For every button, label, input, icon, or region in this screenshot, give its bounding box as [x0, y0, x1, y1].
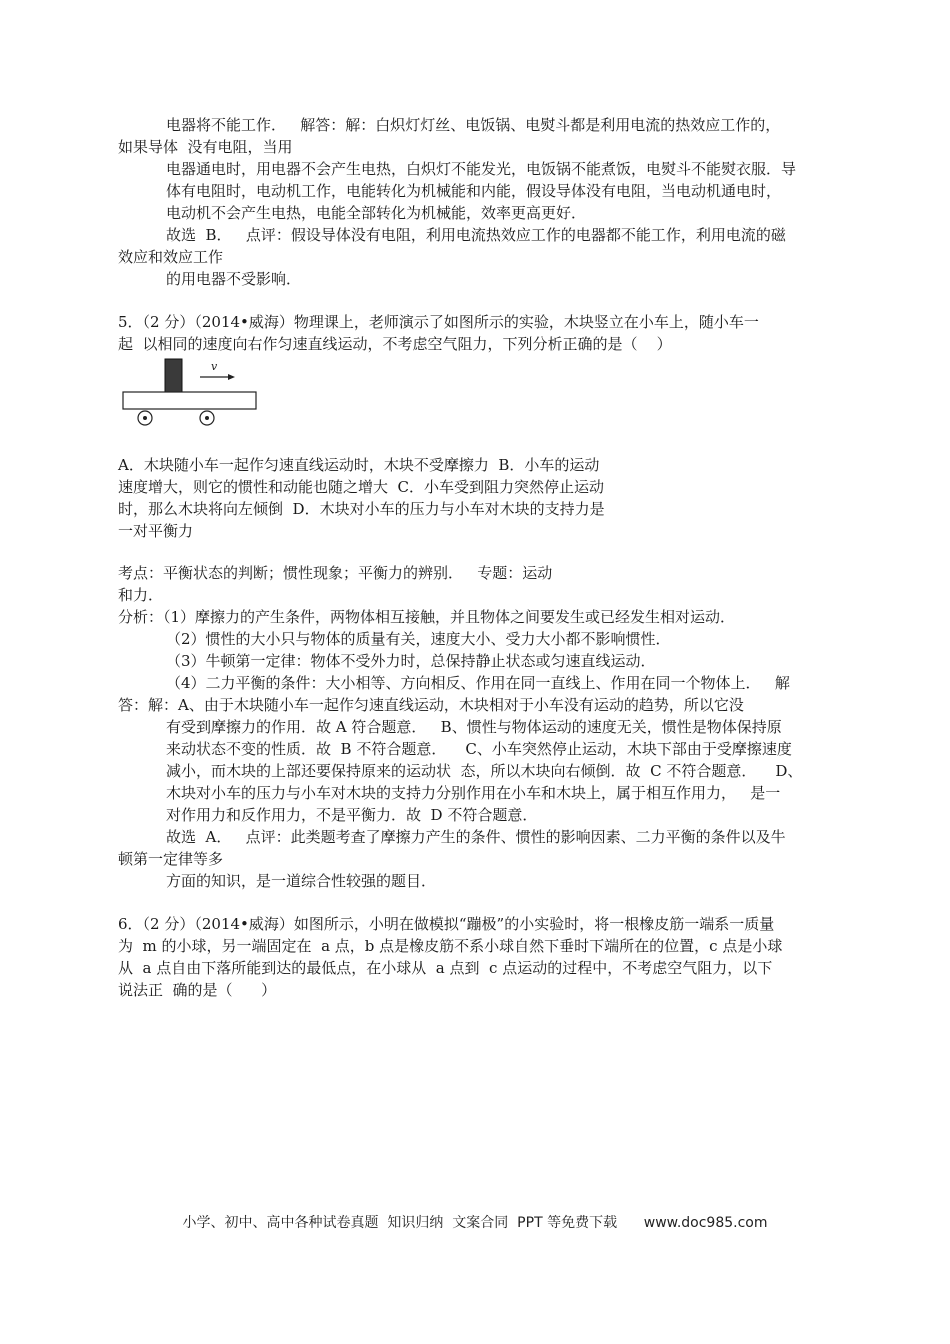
q5-analysis-line-2: （2）惯性的大小只与物体的质量有关，速度大小、受力大小都不影响惯性．	[166, 630, 671, 648]
q5-answer-line-6: 对作用力和反作用力，不是平衡力．故 D 不符合题意．	[166, 806, 538, 824]
q5-stem-line-1: 5．（2 分）（2014•威海）物理课上，老师演示了如图所示的实验，木块竖立在小车上，随小车一	[118, 313, 759, 331]
cart-block-diagram	[118, 355, 262, 433]
q5-answer-line-1: 答：解：A、由于木块随小车一起作匀速直线运动，木块相对于小车没有运动的趋势，所以它没	[118, 696, 744, 714]
prev-answer-line-4: 体有电阻时，电动机工作，电能转化为机械能和内能，假设导体没有电阻，当电动机通电时，	[166, 182, 782, 200]
q5-comment-line-1: 故选 A． 点评：此类题考查了摩擦力产生的条件、惯性的影响因素、二力平衡的条件以及牛	[166, 828, 786, 846]
q5-comment-line-2: 顿第一定律等多	[118, 850, 224, 868]
q5-answer-line-2: 有受到摩擦力的作用．故 A 符合题意． B、惯性与物体运动的速度无关，惯性是物体保持原	[166, 718, 782, 736]
prev-answer-line-2: 如果导体 没有电阻，当用	[118, 138, 293, 156]
q5-answer-line-4: 减小，而木块的上部还要保持原来的运动状 态，所以木块向右倾倒．故 C 不符合题意． D、	[166, 762, 803, 780]
q5-answer-line-5: 木块对小车的压力与小车对木块的支持力分别作用在小车和木块上，属于相互作用力， 是一	[166, 784, 781, 802]
q5-knowledge-line-2: 和力．	[118, 586, 164, 604]
prev-answer-line-1: 电器将不能工作． 解答：解：白炽灯灯丝、电饭锅、电熨斗都是利用电流的热效应工作的，	[166, 116, 781, 134]
q6-stem-line-2: 为 m 的小球，另一端固定在 a 点，b 点是橡皮筋不系小球自然下垂时下端所在的位置，c 点是小球	[118, 937, 783, 955]
page-footer: 小学、初中、高中各种试卷真题 知识归纳 文案合同 PPT 等免费下载 www.doc985.com	[182, 1215, 768, 1231]
q5-option-line-3: 时，那么木块将向左倾倒 D．木块对小车的压力与小车对木块的支持力是	[118, 500, 605, 518]
velocity-label: v	[211, 360, 218, 373]
prev-answer-line-5: 电动机不会产生电热，电能全部转化为机械能，效率更高更好．	[166, 204, 587, 222]
q5-option-line-1: A．木块随小车一起作匀速直线运动时，木块不受摩擦力 B．小车的运动	[118, 456, 600, 474]
left-wheel-axle	[143, 416, 147, 420]
prev-answer-line-7: 效应和效应工作	[118, 248, 224, 266]
prev-answer-line-6: 故选 B． 点评：假设导体没有电阻，利用电流热效应工作的电器都不能工作，利用电流的磁	[166, 226, 786, 244]
cart-block-figure	[118, 355, 262, 433]
prev-answer-line-8: 的用电器不受影响．	[166, 270, 302, 288]
q6-stem-line-4: 说法正 确的是（ ）	[118, 981, 277, 999]
wood-block	[165, 359, 182, 392]
velocity-arrowhead	[228, 374, 235, 380]
q5-option-line-2: 速度增大，则它的惯性和动能也随之增大 C．小车受到阻力突然停止运动	[118, 478, 605, 496]
q5-analysis-line-4: （4）二力平衡的条件：大小相等、方向相反、作用在同一直线上、作用在同一个物体上． 解	[166, 674, 790, 692]
q5-option-line-4: 一对平衡力	[118, 522, 194, 540]
q6-stem-line-1: 6．（2 分）（2014•威海）如图所示，小明在做模拟“蹦极”的小实验时，将一根橡皮筋一端系一质量	[118, 915, 775, 933]
q5-knowledge-line-1: 考点：平衡状态的判断；惯性现象；平衡力的辨别． 专题：运动	[118, 564, 553, 582]
prev-answer-line-3: 电器通电时，用电器不会产生电热，白炽灯不能发光，电饭锅不能煮饭，电熨斗不能熨衣服．导	[166, 160, 797, 178]
cart-body	[123, 392, 256, 409]
q5-analysis-line-1: 分析：（1）摩擦力的产生条件，两物体相互接触，并且物体之间要发生或已经发生相对运动．	[118, 608, 736, 626]
q6-stem-line-3: 从 a 点自由下落所能到达的最低点，在小球从 a 点到 c 点运动的过程中，不考虑空气阻力，以下	[118, 959, 773, 977]
q5-answer-line-3: 来动状态不变的性质．故 B 不符合题意． C、小车突然停止运动，木块下部由于受摩擦速度	[166, 740, 792, 758]
right-wheel-axle	[205, 416, 209, 420]
q5-stem-line-2: 起 以相同的速度向右作匀速直线运动，不考虑空气阻力，下列分析正确的是（ ）	[118, 335, 672, 353]
q5-analysis-line-3: （3）牛顿第一定律：物体不受外力时，总保持静止状态或匀速直线运动．	[166, 652, 656, 670]
q5-comment-line-3: 方面的知识，是一道综合性较强的题目．	[166, 872, 437, 890]
